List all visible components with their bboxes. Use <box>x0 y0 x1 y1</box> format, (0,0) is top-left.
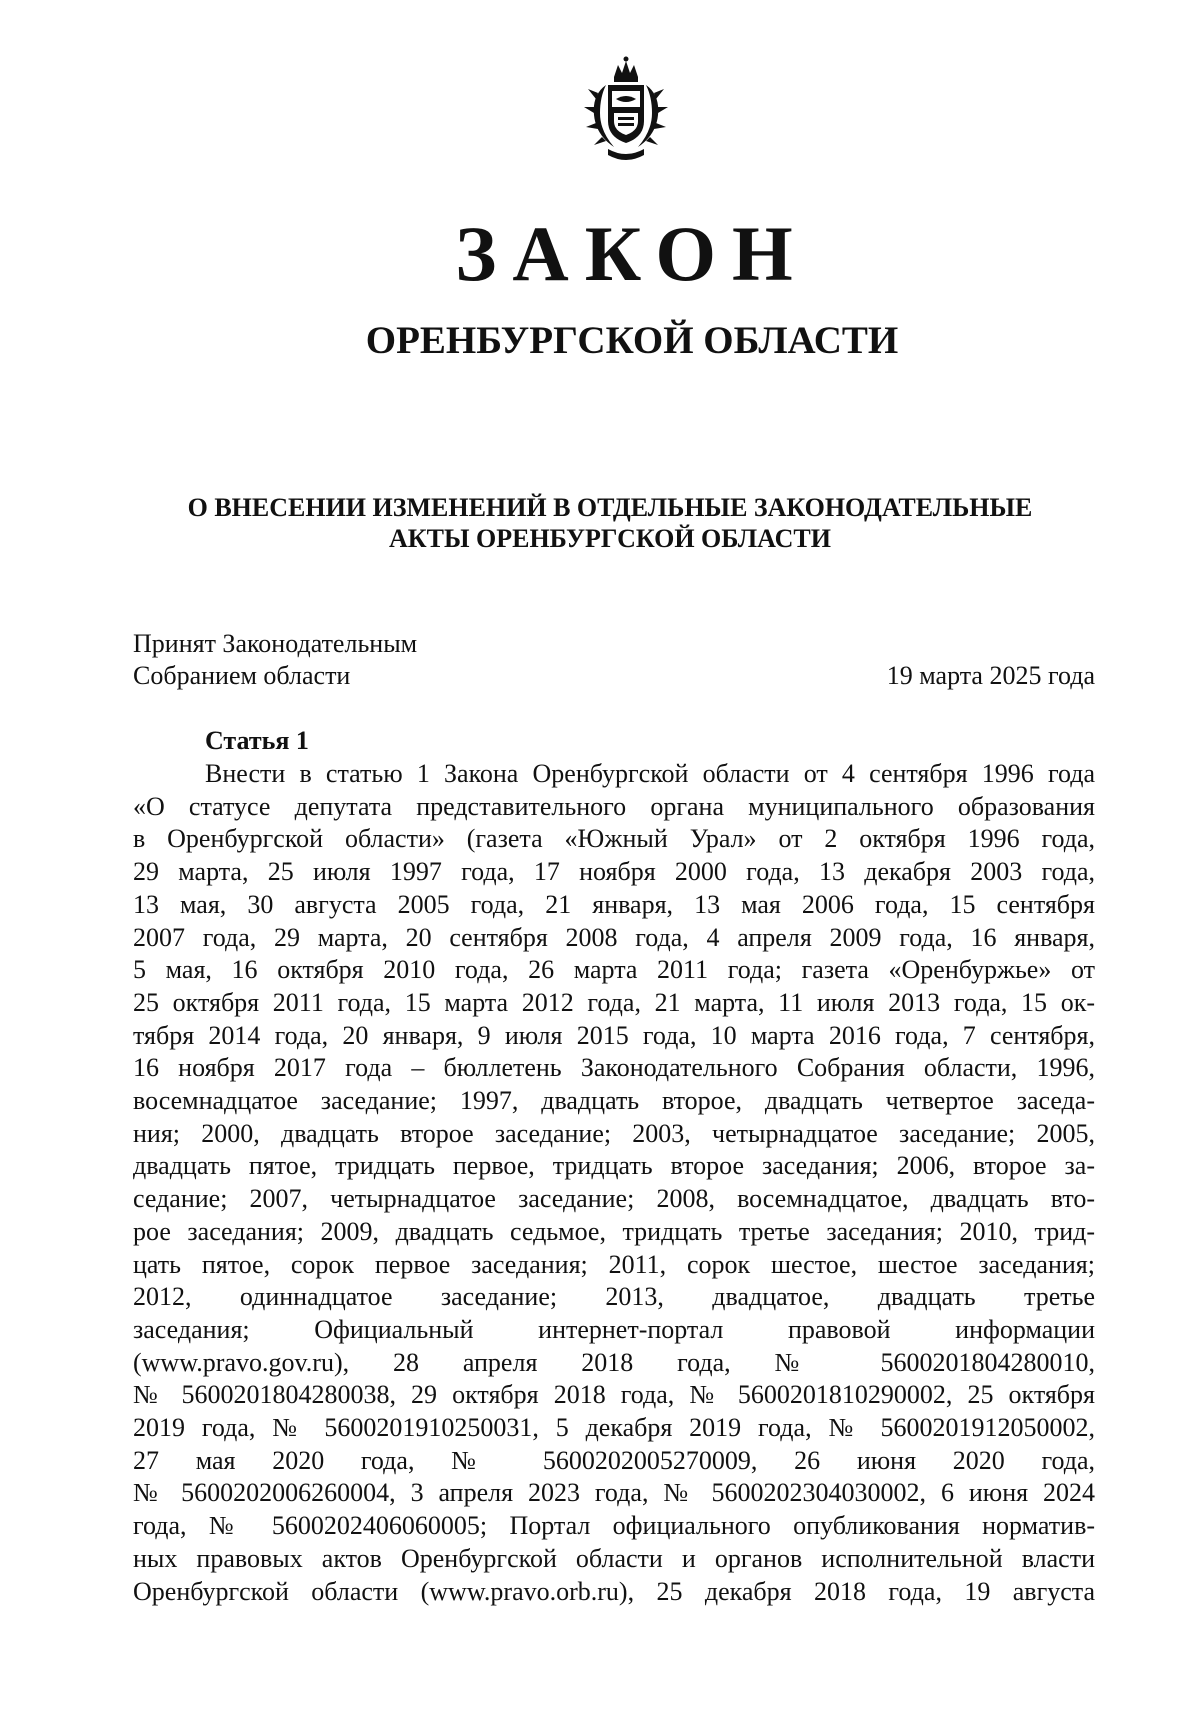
body-line: 25 октября 2011 года, 15 марта 2012 года, 21 марта, 11 июля 2013 года, 15 ок- <box>133 987 1095 1017</box>
body-line: ния; 2000, двадцать второе заседание; 2003, четырнадцатое заседание; 2005, <box>133 1118 1095 1148</box>
adoption-line: Принят Законодательным <box>133 629 418 658</box>
body-line: года, № 5600202406060005; Портал официального опубликования норматив- <box>133 1511 1095 1541</box>
body-line: тября 2014 года, 20 января, 9 июля 2015 года, 10 марта 2016 года, 7 сентября, <box>133 1020 1095 1050</box>
region-title: ОРЕНБУРГСКОЙ ОБЛАСТИ <box>365 319 899 362</box>
body-line: 13 мая, 30 августа 2005 года, 21 января, 13 мая 2006 года, 15 сентября <box>133 889 1095 919</box>
subject-line: О ВНЕСЕНИИ ИЗМЕНЕНИЙ В ОТДЕЛЬНЫЕ ЗАКОНОДАТЕЛЬНЫЕ <box>187 493 1033 522</box>
body-line: 27 мая 2020 года, № 5600202005270009, 26 июня 2020 года, <box>133 1445 1095 1475</box>
subject-line: АКТЫ ОРЕНБУРГСКОЙ ОБЛАСТИ <box>389 524 831 553</box>
body-line: ных правовых актов Оренбургской области и органов исполнительной власти <box>133 1543 1095 1573</box>
body-line: 29 марта, 25 июля 1997 года, 17 ноября 2000 года, 13 декабря 2003 года, <box>133 857 1095 887</box>
body-line: в Оренбургской области» (газета «Южный Урал» от 2 октября 1996 года, <box>133 824 1095 854</box>
body-line: двадцать пятое, тридцать первое, тридцать второе заседания; 2006, второе за- <box>133 1151 1095 1181</box>
coat-of-arms-emblem <box>578 55 674 165</box>
document-subject <box>130 492 1090 554</box>
adoption-line: Собранием области <box>133 661 351 690</box>
body-line: 5 мая, 16 октября 2010 года, 26 марта 2011 года; газета «Оренбуржье» от <box>133 955 1095 985</box>
adoption-info <box>133 628 417 692</box>
body-line: № 5600201804280038, 29 октября 2018 года, № 5600201810290002, 25 октября <box>133 1380 1095 1410</box>
body-line: (www.pravo.gov.ru), 28 апреля 2018 года, № 5600201804280010, <box>133 1347 1095 1377</box>
coat-of-arms-icon <box>578 55 674 165</box>
body-line: 2012, одиннадцатое заседание; 2013, двадцатое, двадцать третье <box>133 1282 1095 1312</box>
body-line: цать пятое, сорок первое заседания; 2011, сорок шестое, шестое заседания; <box>133 1249 1095 1279</box>
body-line: 2007 года, 29 марта, 20 сентября 2008 года, 4 апреля 2009 года, 16 января, <box>133 922 1095 952</box>
body-line: Внести в статью 1 Закона Оренбургской области от 4 сентября 1996 года <box>205 759 1095 788</box>
body-line: заседания; Официальный интернет-портал правовой информации <box>133 1314 1095 1344</box>
article-body <box>133 758 1095 1608</box>
adoption-date: 19 марта 2025 года <box>886 661 1095 690</box>
body-line: 2019 года, № 5600201910250031, 5 декабря 2019 года, № 5600201912050002, <box>133 1413 1095 1443</box>
body-line: 16 ноября 2017 года – бюллетень Законодательного Собрания области, 1996, <box>133 1053 1095 1083</box>
law-title: ЗАКОН <box>455 210 809 297</box>
body-line: седание; 2007, четырнадцатое заседание; 2008, восемнадцатое, двадцать вто- <box>133 1184 1095 1214</box>
body-line: Оренбургской области (www.pravo.orb.ru), 25 декабря 2018 года, 19 августа <box>133 1576 1095 1606</box>
article-heading: Статья 1 <box>205 726 309 755</box>
body-line: № 5600202006260004, 3 апреля 2023 года, № 5600202304030002, 6 июня 2024 <box>133 1478 1095 1508</box>
body-line: «О статусе депутата представительного органа муниципального образования <box>133 791 1095 821</box>
body-line: рое заседания; 2009, двадцать седьмое, тридцать третье заседания; 2010, трид- <box>133 1216 1095 1246</box>
body-line: восемнадцатое заседание; 1997, двадцать второе, двадцать четвертое заседа- <box>133 1086 1095 1116</box>
